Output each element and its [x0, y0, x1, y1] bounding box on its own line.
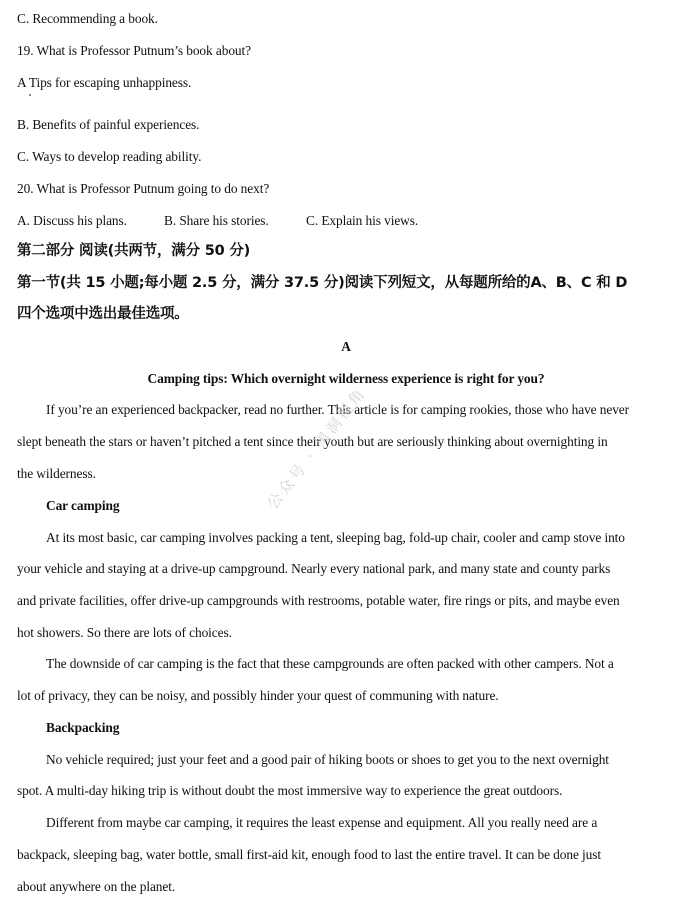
paragraph-line: The downside of car camping is the fact that these campgrounds are often packed with other campers. Not a — [46, 656, 614, 671]
paragraph-line: the wilderness. — [17, 466, 96, 481]
stray-dot — [29, 94, 31, 96]
question-19: 19. What is Professor Putnum’s book about? — [17, 43, 251, 58]
option-20b: B. Share his stories. — [164, 213, 269, 228]
paragraph-line: At its most basic, car camping involves packing a tent, sleeping bag, fold-up chair, cooler and camp stove into — [46, 530, 625, 545]
option-18c: C. Recommending a book. — [17, 11, 158, 26]
paragraph-line: spot. A multi-day hiking trip is without doubt the most immersive way to experience the great outdoors. — [17, 783, 563, 798]
option-19b: B. Benefits of painful experiences. — [17, 117, 200, 132]
watermark: 公众号 · 黑洞视角 — [263, 383, 370, 513]
option-19a: A Tips for escaping unhappiness. — [17, 75, 192, 90]
question-20: 20. What is Professor Putnum going to do next? — [17, 181, 270, 196]
paragraph-line: about anywhere on the planet. — [17, 879, 176, 894]
passage-title: Camping tips: Which overnight wilderness experience is right for you? — [147, 371, 545, 386]
paragraph-line: slept beneath the stars or haven’t pitched a tent since their youth but are seriously thinking about overnighting in — [17, 434, 608, 449]
subheading-backpacking: Backpacking — [46, 720, 120, 735]
option-20c: C. Explain his views. — [306, 213, 419, 228]
paragraph-line: backpack, sleeping bag, water bottle, small first-aid kit, enough food to last the entire travel. It can be done just — [17, 847, 602, 862]
paragraph-line: No vehicle required; just your feet and a good pair of hiking boots or shoes to get you to the next overnight — [46, 752, 609, 767]
paragraph-line: and private facilities, offer drive-up campgrounds with restrooms, potable water, fire rings or pits, and maybe even — [17, 593, 620, 608]
part2-heading: 第二部分 阅读(共两节，满分 50 分) — [17, 243, 251, 259]
option-19c: C. Ways to develop reading ability. — [17, 149, 202, 164]
paragraph-line: Different from maybe car camping, it requires the least expense and equipment. All you really need are a — [46, 815, 598, 830]
subheading-car-camping: Car camping — [46, 498, 120, 513]
paragraph-line: lot of privacy, they can be noisy, and possibly hinder your quest of communing with nature. — [17, 688, 499, 703]
paragraph-line: your vehicle and staying at a drive-up campground. Nearly every national park, and many state and county parks — [17, 561, 611, 576]
passage-letter: A — [341, 339, 351, 354]
option-20a: A. Discuss his plans. — [17, 213, 127, 228]
section1-heading-line2: 四个选项中选出最佳选项。 — [17, 306, 189, 322]
paragraph-line: hot showers. So there are lots of choices. — [17, 625, 232, 640]
options-20 — [17, 213, 418, 229]
section1-heading-line1: 第一节(共 15 小题;每小题 2.5 分，满分 37.5 分)阅读下列短文，从每题所给的A、B、C 和 D — [17, 275, 628, 291]
paragraph-line: If you’re an experienced backpacker, read no further. This article is for camping rookies, those who have never — [46, 402, 630, 417]
